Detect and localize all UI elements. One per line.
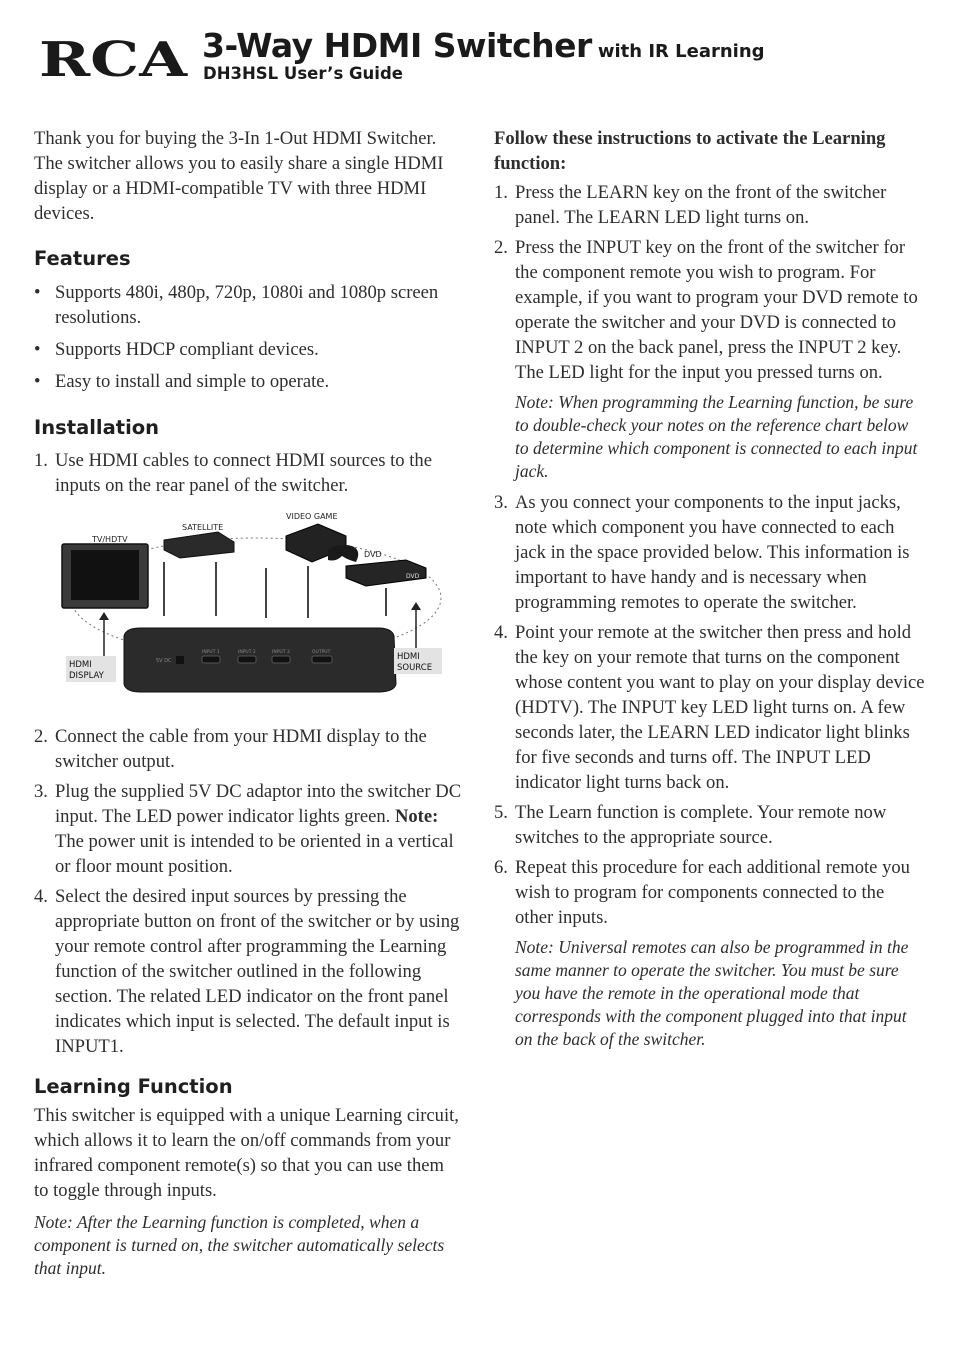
- right-column: [494, 126, 926, 1051]
- output-port: [312, 656, 332, 663]
- satellite-label: SATELLITE: [182, 523, 224, 532]
- hdmi-display-label-1: HDMI: [69, 660, 92, 670]
- display-arrow-head: [99, 612, 109, 620]
- learning-paragraph: This switcher is equipped with a unique Learning circuit, which allows it to learn the on/off commands from your infrared component remote(s) so that you can use them to toggle through inputs.: [34, 1105, 459, 1201]
- hdmi-source-label-2: SOURCE: [397, 663, 433, 673]
- list-item: 1. Press the LEARN key on the front of the switcher panel. The LEARN LED light turns on.: [494, 182, 887, 228]
- guide-subtitle: DH3HSL User’s Guide: [203, 64, 403, 83]
- installation-step1: [34, 448, 462, 498]
- list-item: 2. Press the INPUT key on the front of the switcher for the component remote you wish to program. For example, if you want to program your DVD remote to operate the switcher and your DVD is connected to INPUT 2 on the back panel, press the INPUT 2 key. The LED light for the input you pressed turns on.: [494, 237, 918, 383]
- activate-steps-continued: [494, 490, 926, 930]
- activate-steps: [494, 180, 926, 385]
- features-heading: Features: [34, 247, 131, 270]
- learning-heading: Learning Function: [34, 1075, 233, 1098]
- list-item: 5. The Learn function is complete. Your remote now switches to the appropriate source.: [494, 802, 887, 848]
- tv-screen: [71, 550, 139, 600]
- tv-label: TV/HDTV: [92, 535, 128, 544]
- port-out-label: OUTPUT: [312, 650, 331, 655]
- list-item: 3. As you connect your components to the input jacks, note which component you have connected to each jack in the space provided below. This information is important to have handy and is necessary when programming remotes to operate the switcher.: [494, 492, 910, 613]
- input2-port: [238, 656, 256, 663]
- activate-heading: Follow these instructions to activate the Learning function:: [494, 128, 886, 174]
- port-1-label: INPUT 1: [202, 650, 220, 655]
- port-3-label: INPUT 3: [272, 650, 290, 655]
- port-2-label: INPUT 2: [238, 650, 256, 655]
- connection-diagram: [56, 506, 466, 706]
- learning-note: Note: After the Learning function is completed, when a component is turned on, the switcher automatically selects that input.: [34, 1212, 445, 1278]
- dvd-label: DVD: [364, 550, 382, 559]
- input3-port: [272, 656, 290, 663]
- feature-item: • Supports 480i, 480p, 720p, 1080i and 1080p screen resolutions.: [34, 280, 462, 330]
- features-list: [34, 280, 462, 394]
- activate-note-1: Note: When programming the Learning function, be sure to double-check your notes on the reference chart below to determine which component is connected to each input jack.: [515, 392, 918, 481]
- hdmi-display-label-2: DISPLAY: [69, 671, 104, 681]
- feature-item: • Supports HDCP compliant devices.: [34, 337, 462, 362]
- intro-paragraph: Thank you for buying the 3-In 1-Out HDMI Switcher. The switcher allows you to easily share a single HDMI display or a HDMI-compatible TV with three HDMI devices.: [34, 128, 444, 224]
- list-item: 4. Point your remote at the switcher then press and hold the key on your remote that turns on the component whose content you want to play on your display device (HDTV). The INPUT key LED light turns on. A few seconds later, the LEARN LED indicator light blinks for five seconds and turns off. The INPUT LED indicator light turns back on.: [494, 622, 925, 793]
- note-label: Note:: [394, 806, 439, 827]
- dc-port: [176, 656, 184, 664]
- hdmi-source-label-1: HDMI: [397, 652, 420, 662]
- title-main: 3-Way HDMI Switcher: [202, 26, 592, 65]
- input1-port: [202, 656, 220, 663]
- activate-note-2: Note: Universal remotes can also be programmed in the same manner to operate the switcher. You must be sure you have the remote in the operational mode that corresponds with the component plugged into that input on the back of the switcher.: [515, 937, 909, 1049]
- list-item: 6. Repeat this procedure for each additional remote you wish to program for components connected to the other inputs.: [494, 857, 910, 928]
- rca-logo: [38, 36, 188, 80]
- left-column: [34, 126, 462, 1280]
- list-item: 1. Use HDMI cables to connect HDMI sources to the inputs on the rear panel of the switcher.: [34, 450, 432, 496]
- installation-steps: [34, 724, 462, 1059]
- brand-logo-text: RCA: [39, 36, 188, 80]
- video-game-label: VIDEO GAME: [286, 512, 338, 521]
- title-suffix: with IR Learning: [597, 41, 765, 62]
- feature-item: • Easy to install and simple to operate.: [34, 369, 462, 394]
- list-item: 3. Plug the supplied 5V DC adaptor into the switcher DC input. The LED power indicator lights green. Note: The power unit is intended to be oriented in a vertical or floor mount position.: [34, 781, 462, 877]
- port-dc-label: 5V DC: [156, 658, 172, 664]
- list-item: 2. Connect the cable from your HDMI display to the switcher output.: [34, 726, 427, 772]
- dvd-brand-text: DVD: [406, 573, 420, 580]
- installation-heading: Installation: [34, 416, 160, 439]
- satellite-box-icon: [164, 532, 234, 558]
- document-title: [202, 26, 765, 65]
- source-arrow-head: [411, 602, 421, 610]
- list-item: 4. Select the desired input sources by pressing the appropriate button on front of the switcher or by using your remote control after programming the Learning function of the switcher outlined in the following section. The related LED indicator on the front panel indicates which input is selected. The default input is INPUT1.: [34, 886, 460, 1057]
- gamepad-icon: [328, 545, 358, 562]
